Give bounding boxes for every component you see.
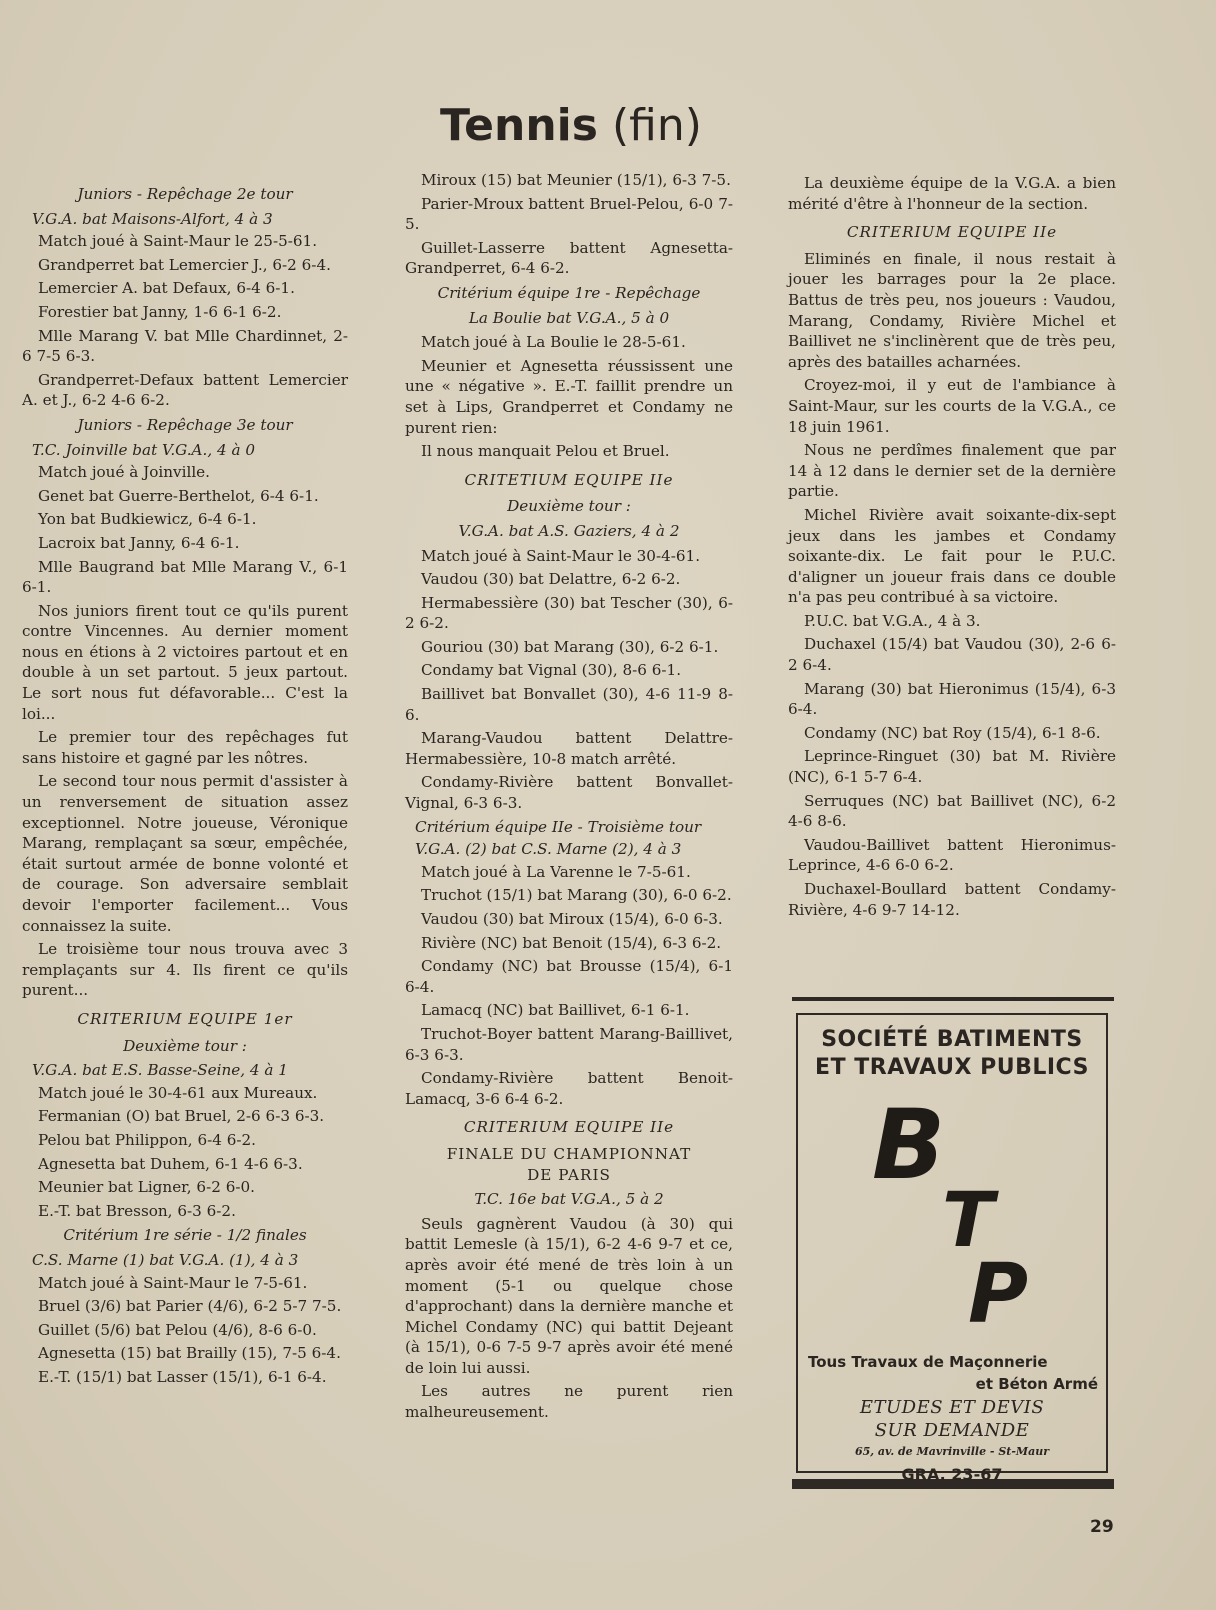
paragraph: Meunier et Agnesetta réussissent une une « négative ». E.-T. faillit prendre un set à Lips, Grandperret et Condamy ne purent rien:	[405, 356, 733, 437]
ad-logo-letter-t: T	[942, 1175, 994, 1264]
paragraph: Vaudou (30) bat Delattre, 6-2 6-2.	[421, 570, 681, 589]
paragraph: Il nous manquait Pelou et Bruel.	[421, 442, 670, 461]
ad-logo-letter-b: B	[872, 1089, 946, 1201]
article-column-1	[22, 180, 348, 1390]
paragraph: Genet bat Guerre-Berthelot, 6-4 6-1.	[38, 486, 319, 505]
match-heading: V.G.A. bat E.S. Basse-Seine, 4 à 1	[32, 1061, 288, 1080]
paragraph: Agnesetta bat Duhem, 6-1 4-6 6-3.	[38, 1154, 303, 1173]
paragraph: Nous ne perdîmes finalement que par 14 à 12 dans le dernier set de la dernière partie.	[788, 441, 1116, 501]
subheading: Critérium équipe 1re - Repêchage	[437, 283, 701, 302]
subheading: Juniors - Repêchage 3e tour	[77, 415, 293, 434]
subheading: Juniors - Repêchage 2e tour	[77, 185, 293, 203]
paragraph: E.-T. bat Bresson, 6-3 6-2.	[38, 1201, 236, 1220]
paragraph: Pelou bat Philippon, 6-4 6-2.	[38, 1130, 257, 1149]
paragraph: Grandperret-Defaux battent Lemercier A. et J., 6-2 4-6 6-2.	[22, 370, 348, 410]
subheading: V.G.A. bat A.S. Gaziers, 4 à 2	[458, 521, 680, 540]
paragraph: Condamy (NC) bat Roy (15/4), 6-1 8-6.	[804, 723, 1101, 742]
paragraph: Duchaxel-Boullard battent Condamy-Rivière, 4-6 9-7 14-12.	[788, 880, 1116, 919]
advertisement-frame	[796, 1013, 1108, 1484]
paragraph: Parier-Mroux battent Bruel-Pelou, 6-0 7-5.	[405, 194, 733, 234]
paragraph: Agnesetta (15) bat Brailly (15), 7-5 6-4.	[38, 1344, 341, 1363]
subheading: T.C. 16e bat V.G.A., 5 à 2	[474, 1190, 664, 1209]
paragraph: La deuxième équipe de la V.G.A. a bien mérité d'être à l'honneur de la section.	[788, 174, 1116, 213]
section-heading: DE PARIS	[527, 1165, 611, 1184]
title-main: Tennis	[440, 100, 598, 151]
paragraph: Match joué à Saint-Maur le 30-4-61.	[421, 546, 701, 565]
paragraph: Meunier bat Ligner, 6-2 6-0.	[38, 1178, 255, 1197]
section-heading: CRITERIUM EQUIPE 1er	[77, 1009, 293, 1028]
paragraph: Guillet (5/6) bat Pelou (4/6), 8-6 6-0.	[38, 1320, 317, 1339]
page-number: 29	[1090, 1517, 1114, 1537]
paragraph: Condamy (NC) bat Brousse (15/4), 6-1 6-4.	[405, 957, 733, 996]
ad-etudes-line-1: ETUDES ET DEVIS	[859, 1397, 1045, 1418]
paragraph: Le second tour nous permit d'assister à un renversement de situation assez exceptionnel. Notre joueuse, Véronique Marang, remplaçant sa sœur, empêchée, était surtout armée de bonne volonté et de courage. Son adversaire semblait devoir l'emporter facilement... Vous connaissez la suite.	[22, 772, 348, 935]
subheading: La Boulie bat V.G.A., 5 à 0	[468, 308, 670, 327]
paragraph: Serruques (NC) bat Baillivet (NC), 6-2 4-6 8-6.	[788, 791, 1116, 831]
paragraph: Seuls gagnèrent Vaudou (à 30) qui battit Lemesle (à 15/1), 6-2 4-6 9-7 et ce, après avoir été mené de très loin à un moment (5-1 ou quelque chose d'approchant) dans la dernière manche et Michel Condamy (NC) qui battit Dejeant (à 15/1), 0-6 7-5 9-7 après avoir été mené de loin lui aussi.	[405, 1214, 733, 1377]
paragraph: Match joué le 30-4-61 aux Mureaux.	[38, 1083, 318, 1102]
section-heading: CRITERIUM EQUIPE IIe	[463, 1118, 675, 1137]
section-heading: CRITERIUM EQUIPE IIe	[846, 223, 1058, 242]
paragraph: Match joué à Saint-Maur le 25-5-61.	[38, 232, 318, 251]
section-heading: CRITETIUM EQUIPE IIe	[464, 470, 674, 489]
ad-phone: GRA. 23-67	[901, 1465, 1003, 1484]
ad-etudes-line-2: SUR DEMANDE	[874, 1420, 1030, 1441]
match-heading: C.S. Marne (1) bat V.G.A. (1), 4 à 3	[32, 1250, 299, 1269]
paragraph: Yon bat Budkiewicz, 6-4 6-1.	[38, 510, 257, 529]
paragraph: Croyez-moi, il y eut de l'ambiance à Saint-Maur, sur les courts de la V.G.A., ce 18 juin 1961.	[788, 376, 1116, 436]
title-suffix: (fin)	[611, 100, 702, 151]
paragraph: Lemercier A. bat Defaux, 6-4 6-1.	[38, 279, 295, 298]
ad-logo-letter-p: P	[968, 1247, 1029, 1342]
paragraph: Vaudou-Baillivet battent Hieronimus-Leprince, 4-6 6-0 6-2.	[788, 835, 1116, 875]
paragraph: Eliminés en finale, il nous restait à jouer les barrages pour la 2e place. Battus de très peu, nos joueurs : Vaudou, Marang, Condamy, Rivière Michel et Baillivet ne s'inclinèrent que de très peu, après des batailles acharnées.	[788, 249, 1116, 371]
paragraph: Forestier bat Janny, 1-6 6-1 6-2.	[38, 302, 282, 321]
match-heading: V.G.A. (2) bat C.S. Marne (2), 4 à 3	[415, 840, 682, 859]
paragraph: Mlle Marang V. bat Mlle Chardinnet, 2-6 7-5 6-3.	[22, 326, 348, 366]
paragraph: Lamacq (NC) bat Baillivet, 6-1 6-1.	[421, 1001, 690, 1020]
paragraph: Mlle Baugrand bat Mlle Marang V., 6-1 6-1.	[22, 557, 348, 597]
paragraph: Hermabessière (30) bat Tescher (30), 6-2 6-2.	[405, 593, 733, 633]
paragraph: Marang (30) bat Hieronimus (15/4), 6-3 6-4.	[788, 679, 1116, 719]
ad-company-line-1: SOCIÉTÉ BATIMENTS	[821, 1027, 1083, 1052]
subheading: Critérium 1re série - 1/2 finales	[63, 1226, 307, 1245]
paragraph: Condamy-Rivière battent Benoit-Lamacq, 3-6 6-4 6-2.	[405, 1069, 733, 1108]
paragraph: Condamy-Rivière battent Bonvallet-Vignal, 6-3 6-3.	[405, 773, 733, 813]
paragraph: Baillivet bat Bonvallet (30), 4-6 11-9 8-6.	[405, 685, 733, 724]
paragraph: Grandperret bat Lemercier J., 6-2 6-4.	[38, 255, 331, 274]
paragraph: Marang-Vaudou battent Delattre-Hermabessière, 10-8 match arrêté.	[405, 729, 733, 768]
ad-company-line-2: ET TRAVAUX PUBLICS	[815, 1055, 1089, 1080]
match-heading: V.G.A. bat Maisons-Alfort, 4 à 3	[32, 209, 273, 228]
paragraph: Match joué à La Boulie le 28-5-61.	[421, 333, 686, 352]
paragraph: Guillet-Lasserre battent Agnesetta-Grandperret, 6-4 6-2.	[405, 238, 733, 278]
subheading: Deuxième tour :	[507, 497, 631, 516]
advertisement-btp	[792, 997, 1114, 1489]
paragraph: Truchot (15/1) bat Marang (30), 6-0 6-2.	[421, 886, 732, 905]
paragraph: Vaudou (30) bat Miroux (15/4), 6-0 6-3.	[421, 910, 723, 928]
subheading: Deuxième tour :	[123, 1036, 247, 1055]
paragraph: Lacroix bat Janny, 6-4 6-1.	[38, 533, 240, 552]
section-heading: FINALE DU CHAMPIONNAT	[446, 1144, 692, 1163]
paragraph: Bruel (3/6) bat Parier (4/6), 6-2 5-7 7-5.	[38, 1297, 342, 1316]
paragraph: Gouriou (30) bat Marang (30), 6-2 6-1.	[421, 637, 719, 656]
ad-address: 65, av. de Mavrinville - St-Maur	[854, 1445, 1050, 1458]
paragraph: E.-T. (15/1) bat Lasser (15/1), 6-1 6-4.	[38, 1367, 327, 1386]
article-column-2	[405, 170, 733, 1426]
paragraph: Match joué à Saint-Maur le 7-5-61.	[38, 1273, 308, 1292]
paragraph: Michel Rivière avait soixante-dix-sept jeux dans les jambes et Condamy soixante-dix. Le fait pour le P.U.C. d'aligner un joueur frais dans ce double n'a pas peu contribué à sa victoire.	[788, 505, 1116, 607]
match-heading: T.C. Joinville bat V.G.A., 4 à 0	[32, 440, 256, 459]
paragraph: P.U.C. bat V.G.A., 4 à 3.	[804, 611, 981, 630]
paragraph: Match joué à Joinville.	[38, 463, 210, 482]
paragraph: Nos juniors firent tout ce qu'ils purent contre Vincennes. Au dernier moment nous en étions à 2 victoires partout et en double à un set partout. 5 jeux partout. Le sort nous fut défavorable... C'est la loi...	[22, 601, 348, 723]
page-title	[440, 100, 760, 151]
paragraph: Le troisième tour nous trouva avec 3 remplaçants sur 4. Ils firent ce qu'ils purent...	[22, 940, 348, 1000]
paragraph: Truchot-Boyer battent Marang-Baillivet, 6-3 6-3.	[405, 1024, 733, 1064]
paragraph: Match joué à La Varenne le 7-5-61.	[421, 862, 691, 881]
ad-services-line-1: Tous Travaux de Maçonnerie	[808, 1353, 1048, 1371]
article-column-3	[788, 173, 1116, 923]
paragraph: Rivière (NC) bat Benoit (15/4), 6-3 6-2.	[421, 933, 722, 952]
paragraph: Condamy bat Vignal (30), 8-6 6-1.	[421, 661, 682, 680]
paragraph: Leprince-Ringuet (30) bat M. Rivière (NC), 6-1 5-7 6-4.	[788, 747, 1116, 787]
paragraph: Duchaxel (15/4) bat Vaudou (30), 2-6 6-2 6-4.	[788, 635, 1116, 675]
paragraph: Les autres ne purent rien malheureusement.	[405, 1382, 733, 1422]
ad-services-line-2: et Béton Armé	[975, 1375, 1098, 1393]
paragraph: Miroux (15) bat Meunier (15/1), 6-3 7-5.	[421, 171, 731, 189]
paragraph: Fermanian (O) bat Bruel, 2-6 6-3 6-3.	[38, 1107, 325, 1126]
paragraph: Le premier tour des repêchages fut sans histoire et gagné par les nôtres.	[22, 728, 348, 767]
match-heading: Critérium équipe IIe - Troisième tour	[415, 817, 702, 836]
